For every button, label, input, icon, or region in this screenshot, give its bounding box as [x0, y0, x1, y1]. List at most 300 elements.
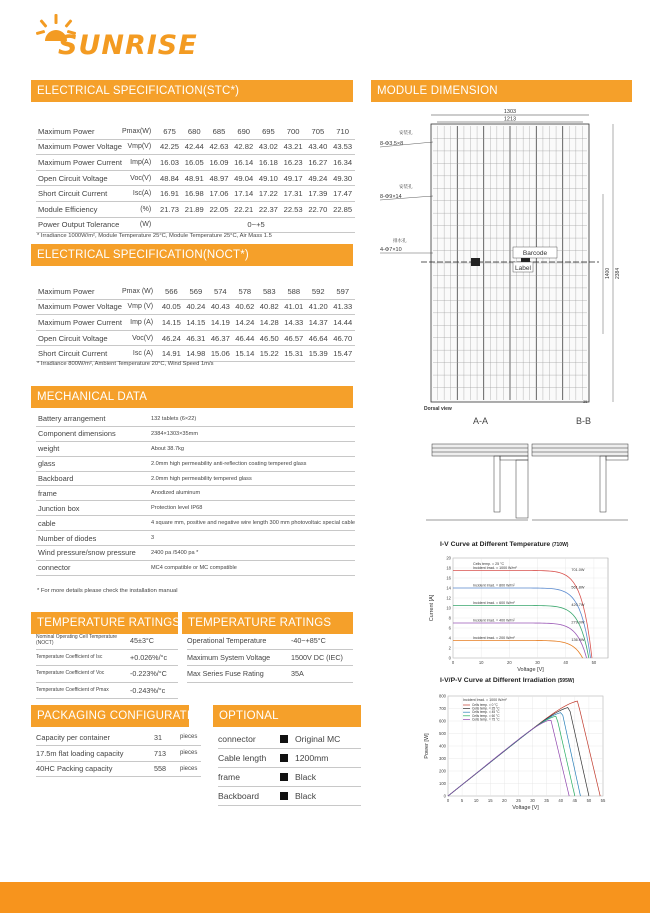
y-tick-label: 100 [439, 781, 446, 786]
black-square-icon [280, 735, 288, 743]
tolerance-row [36, 217, 355, 233]
mechanical-note: * For more details please check the installation manual [37, 588, 178, 594]
optional-swatch [280, 768, 295, 787]
module-dimension-drawing [371, 104, 633, 404]
temp-value: -0.243%/°c [130, 682, 178, 699]
spec-value: 14.91 [159, 346, 183, 362]
irradiance-label: Incident Irrad. = 200 W/m² [473, 636, 515, 640]
spec-unit: Vmp(V) [122, 139, 157, 155]
temp-label: Maximum System Voltage [187, 649, 291, 666]
pmax-label: 561.8W [571, 585, 585, 590]
y-tick-label: 300 [439, 756, 446, 761]
spec-unit: Imp(A) [122, 155, 157, 171]
spec-value: 16.91 [157, 186, 182, 202]
spec-value: 578 [233, 284, 257, 299]
temp-row [187, 649, 353, 666]
x-tick-label: 55 [600, 798, 606, 803]
mech-label: Battery arrangement [36, 412, 151, 426]
spec-value: 15.06 [208, 346, 232, 362]
temp-value: 1500V DC (IEC) [291, 649, 353, 666]
spec-value: 14.98 [184, 346, 208, 362]
dorsal-view-label: Dorsal view [424, 406, 452, 412]
spec-row [36, 330, 355, 346]
temp-row [187, 633, 353, 649]
temp-table-2 [187, 633, 353, 683]
stc-table [36, 124, 355, 233]
packaging-table [36, 730, 201, 777]
mech-label: Wind pressure/snow pressure [36, 546, 151, 561]
spec-value: 569 [184, 284, 208, 299]
y-tick-label: 4 [448, 635, 451, 641]
spec-value: 46.57 [282, 330, 306, 346]
spec-value: 16.05 [182, 155, 207, 171]
spec-value: 46.50 [257, 330, 281, 346]
spec-unit: Isc (A) [122, 346, 159, 362]
packaging-header: PACKAGING CONFIGURATION [31, 705, 189, 727]
spec-value: 16.34 [330, 155, 355, 171]
mech-row [36, 456, 355, 471]
spec-value: 588 [282, 284, 306, 299]
optional-row [218, 730, 361, 749]
mech-label: weight [36, 441, 151, 456]
x-tick-label: 10 [473, 798, 479, 803]
mech-row [36, 441, 355, 456]
packaging-row [36, 730, 201, 745]
spec-unit: Pmax(W) [122, 124, 157, 139]
spec-value: 15.22 [257, 346, 281, 362]
spec-value: 15.39 [306, 346, 330, 362]
x-tick-label: 40 [563, 660, 569, 665]
noct-header: ELECTRICAL SPECIFICATION(NOCT*) [31, 244, 353, 266]
spec-value: 14.33 [282, 315, 306, 331]
spec-value: 22.70 [305, 201, 330, 217]
spec-row [36, 346, 355, 362]
spec-value: 49.24 [305, 170, 330, 186]
spec-value: 40.05 [159, 299, 183, 315]
mech-row [36, 516, 355, 531]
y-tick-label: 800 [439, 693, 446, 699]
temp-value: 45±3°C [130, 633, 178, 649]
y-tick-label: 10 [446, 605, 451, 611]
spec-value: 0~+5 [157, 217, 355, 233]
spec-value: 16.09 [207, 155, 232, 171]
mech-label: frame [36, 486, 151, 501]
spec-value: 40.82 [257, 299, 281, 315]
mech-label: connector [36, 560, 151, 575]
y-tick-label: 500 [439, 731, 446, 736]
spec-value: 15.31 [282, 346, 306, 362]
ground-label: 8-Φ9×14 [380, 194, 402, 200]
spec-value: 16.98 [182, 186, 207, 202]
temp-row [36, 633, 178, 649]
mech-row [36, 486, 355, 501]
spec-value: 16.23 [281, 155, 306, 171]
mech-value: Anodized aluminum [151, 486, 355, 501]
spec-value: 14.24 [233, 315, 257, 331]
mech-value: 2384×1303×35mm [151, 426, 355, 441]
spec-value: 690 [231, 124, 256, 139]
optional-header: OPTIONAL [213, 705, 361, 727]
spec-label: Maximum Power Current [36, 315, 122, 331]
spec-row [36, 170, 355, 186]
x-tick-label: 20 [502, 798, 507, 803]
spec-value: 16.14 [231, 155, 256, 171]
packaging-label: 17.5m flat loading capacity [36, 745, 154, 761]
y-tick-label: 20 [446, 555, 451, 561]
optional-value: Black [295, 787, 361, 806]
irradiance-label: Incident Irrad. = 800 W/m² [473, 583, 515, 588]
spec-value: 46.37 [208, 330, 232, 346]
mechanical-table [36, 412, 355, 576]
spec-value: 592 [306, 284, 330, 299]
spec-value: 597 [331, 284, 356, 299]
x-tick-label: 50 [586, 798, 592, 803]
spec-value: 42.25 [157, 139, 182, 155]
spec-value: 14.28 [257, 315, 281, 331]
spec-value: 43.02 [256, 139, 281, 155]
optional-value: Black [295, 768, 361, 787]
irradiance-label: Incident Irrad. = 1000 W/m² [463, 698, 507, 702]
packaging-unit: pieces [180, 745, 201, 761]
temp-value: -40~+85°C [291, 633, 353, 649]
x-tick-label: 30 [535, 660, 540, 665]
spec-value: 48.97 [207, 170, 232, 186]
temp-value: 35A [291, 666, 353, 683]
mount-label-cn: 安装孔 [399, 130, 413, 135]
dim-top-outer: 1303 [503, 109, 517, 115]
spec-value: 46.44 [233, 330, 257, 346]
spec-label: Maximum Power [36, 124, 122, 139]
spec-value: 46.24 [159, 330, 183, 346]
optional-swatch [280, 787, 295, 806]
x-tick-label: 0 [451, 660, 455, 665]
spec-value: 15.14 [233, 346, 257, 362]
optional-value: Original MC [295, 730, 361, 749]
spec-value: 14.15 [159, 315, 183, 331]
packaging-row [36, 745, 201, 761]
spec-label: Maximum Power Voltage [36, 299, 122, 315]
optional-label: Backboard [218, 787, 280, 806]
mech-label: cable [36, 516, 151, 531]
spec-value: 22.21 [231, 201, 256, 217]
spec-value: 705 [305, 124, 330, 139]
footer-bar [0, 882, 650, 913]
spec-row [36, 186, 355, 202]
optional-row [218, 749, 361, 768]
mech-value: 2400 pa /5400 pa * [151, 546, 355, 561]
x-tick-label: 25 [516, 798, 521, 803]
optional-swatch [280, 749, 295, 768]
temp-label: Temperature Coefficient of Voc [36, 666, 130, 683]
drain-label: 4-Φ7×10 [380, 247, 402, 253]
packaging-value: 31 [154, 730, 180, 745]
dimension-header: MODULE DIMENSION [371, 80, 632, 102]
x-tick-label: 20 [507, 660, 512, 665]
pv-chart-title: I-V/P-V Curve at Different Irradiation (595W) [440, 677, 575, 684]
x-axis-label: Voltage [V] [512, 805, 539, 811]
spec-value: 22.05 [207, 201, 232, 217]
spec-value: 17.47 [330, 186, 355, 202]
legend-label: Cells temp. = 0 °C [472, 703, 498, 707]
spec-value: 41.33 [331, 299, 356, 315]
temp-row [36, 666, 178, 683]
y-tick-label: 6 [448, 625, 451, 631]
spec-unit: Isc(A) [122, 186, 157, 202]
spec-label: Maximum Power [36, 284, 122, 299]
temp-value: +0.026%/°c [130, 649, 178, 666]
spec-row [36, 139, 355, 155]
noct-note: * Irradiance 800W/m², Ambient Temperature 20°C, Wind Speed 1m/s [37, 361, 214, 367]
temp-row [187, 666, 353, 683]
x-tick-label: 15 [487, 798, 493, 803]
y-axis-label: Current [A] [429, 594, 435, 622]
packaging-label: Capacity per container [36, 730, 154, 745]
packaging-unit: pieces [180, 761, 201, 777]
mech-value: 132 tablets (6×22) [151, 412, 355, 426]
drain-label-cn: 排水孔 [393, 238, 407, 243]
spec-row [36, 299, 355, 315]
packaging-value: 713 [154, 745, 180, 761]
spec-value: 21.73 [157, 201, 182, 217]
x-tick-label: 40 [558, 798, 564, 803]
y-tick-label: 400 [439, 743, 446, 749]
spec-value: 583 [257, 284, 281, 299]
spec-unit: Pmax (W) [122, 284, 159, 299]
optional-row [218, 768, 361, 787]
pv-chart [420, 688, 620, 813]
spec-value: 46.64 [306, 330, 330, 346]
y-tick-label: 12 [446, 595, 451, 601]
optional-value: 1200mm [295, 749, 361, 768]
y-axis-label: Power [W] [424, 733, 430, 759]
spec-value: 49.17 [281, 170, 306, 186]
optional-label: connector [218, 730, 280, 749]
spec-value: 700 [281, 124, 306, 139]
mech-row [36, 546, 355, 561]
spec-value: 48.84 [157, 170, 182, 186]
x-tick-label: 0 [446, 798, 450, 803]
y-tick-label: 700 [439, 706, 446, 711]
mech-value: About 38.7kg [151, 441, 355, 456]
spec-unit: Voc(V) [122, 330, 159, 346]
spec-value: 16.18 [256, 155, 281, 171]
spec-label: Power Output Tolerance [36, 217, 122, 233]
spec-value: 14.19 [208, 315, 232, 331]
temp-row [36, 649, 178, 666]
spec-row [36, 124, 355, 139]
y-tick-label: 200 [439, 768, 446, 774]
temp-label: Operational Temperature [187, 633, 291, 649]
spec-row [36, 284, 355, 299]
spec-value: 42.82 [231, 139, 256, 155]
packaging-value: 558 [154, 761, 180, 777]
y-tick-label: 14 [446, 585, 451, 591]
spec-row [36, 315, 355, 331]
legend-label: Cells temp. = 25 °C [472, 706, 500, 711]
x-axis-label: Voltage [V] [517, 667, 544, 673]
packaging-unit: pieces [180, 730, 201, 745]
spec-label: Maximum Power Current [36, 155, 122, 171]
mech-row [36, 531, 355, 546]
iv-chart [425, 550, 620, 675]
brand-name: SUNRISE [58, 30, 198, 61]
spec-value: 14.44 [331, 315, 356, 331]
dim-side-b: 2384 [615, 267, 621, 279]
spec-value: 22.37 [256, 201, 281, 217]
mech-label: Junction box [36, 501, 151, 516]
spec-value: 22.85 [330, 201, 355, 217]
section-aa-label: A-A [473, 416, 489, 426]
optional-table [218, 730, 361, 806]
legend-label: Cells temp. = 75 °C [472, 717, 500, 722]
spec-unit: Voc(V) [122, 170, 157, 186]
optional-label: Cable length [218, 749, 280, 768]
spec-row [36, 201, 355, 217]
pmax-label: 420.7W [571, 603, 585, 607]
temp-row [36, 682, 178, 699]
spec-value: 43.40 [305, 139, 330, 155]
spec-value: 42.44 [182, 139, 207, 155]
label-tag: Label [515, 265, 531, 272]
spec-value: 17.06 [207, 186, 232, 202]
pmax-label: 279.0W [571, 620, 585, 625]
spec-value: 48.91 [182, 170, 207, 186]
x-tick-label: 5 [460, 798, 464, 803]
temp-value: -0.223%/°C [130, 666, 178, 683]
mount-label: 8-Φ3.5×8 [380, 141, 404, 147]
spec-value: 695 [256, 124, 281, 139]
spec-value: 43.53 [330, 139, 355, 155]
y-tick-label: 0 [448, 655, 451, 661]
spec-value: 40.43 [208, 299, 232, 315]
spec-value: 16.27 [305, 155, 330, 171]
mech-row [36, 426, 355, 441]
mech-value: 4 square mm, positive and negative wire length 300 mm photovoltaic special cable [151, 516, 355, 531]
stc-note: * Irradiance 1000W/m², Module Temperature 25°C, Module Temperature 25°C, Air Mass 1.5 [37, 233, 272, 239]
noct-table [36, 284, 355, 362]
mech-value: Protection level IP68 [151, 501, 355, 516]
black-square-icon [280, 792, 288, 800]
spec-value: 685 [207, 124, 232, 139]
optional-swatch [280, 730, 295, 749]
x-tick-label: 30 [530, 798, 535, 803]
mech-value: 2.0mm high permeability tempered glass [151, 471, 355, 486]
spec-value: 17.22 [256, 186, 281, 202]
spec-value: 15.47 [331, 346, 356, 362]
spec-label: Short Circuit Current [36, 346, 122, 362]
packaging-row [36, 761, 201, 777]
temp-table-1 [36, 633, 178, 699]
spec-value: 21.89 [182, 201, 207, 217]
spec-value: 41.01 [282, 299, 306, 315]
legend-label: Cells temp. = 60 °C [472, 713, 500, 718]
spec-value: 17.14 [231, 186, 256, 202]
spec-value: 46.70 [331, 330, 356, 346]
mech-value: 2.0mm high permeability anti-reflection coating tempered glass [151, 456, 355, 471]
spec-label: Short Circuit Current [36, 186, 122, 202]
pmax-label: 136.9W [571, 638, 585, 642]
mech-row [36, 560, 355, 575]
spec-value: 49.10 [256, 170, 281, 186]
mechanical-header: MECHANICAL DATA [31, 386, 353, 408]
y-tick-label: 2 [448, 645, 451, 651]
spec-value: 680 [182, 124, 207, 139]
mech-label: glass [36, 456, 151, 471]
spec-value: 22.53 [281, 201, 306, 217]
spec-unit: Imp (A) [122, 315, 159, 331]
spec-value: 17.31 [281, 186, 306, 202]
mech-row [36, 471, 355, 486]
x-tick-label: 50 [591, 660, 597, 665]
black-square-icon [280, 773, 288, 781]
mech-row [36, 501, 355, 516]
mech-label: Component dimensions [36, 426, 151, 441]
spec-value: 41.20 [306, 299, 330, 315]
spec-value: 46.31 [184, 330, 208, 346]
temp-label: Nominal Operating Cell Temperature (NOCT) [36, 633, 130, 649]
mech-label: Backboard [36, 471, 151, 486]
spec-label: Open Circuit Voltage [36, 330, 122, 346]
stc-header: ELECTRICAL SPECIFICATION(STC*) [31, 80, 353, 102]
spec-value: 14.15 [184, 315, 208, 331]
y-tick-label: 18 [446, 565, 451, 571]
temp-header-1: TEMPERATURE RATINGS [31, 612, 178, 634]
section-drawings [424, 440, 634, 530]
irradiance-label: Incident Irrad. = 400 W/m² [473, 618, 515, 623]
section-bb-label: B-B [576, 416, 592, 426]
optional-label: frame [218, 768, 280, 787]
optional-row [218, 787, 361, 806]
y-tick-label: 16 [446, 575, 451, 581]
mech-value: MC4 compatible or MC compatible [151, 560, 355, 575]
dim-top-inner: 1213 [503, 116, 517, 123]
spec-unit: (%) [122, 201, 157, 217]
x-tick-label: 10 [478, 660, 484, 665]
spec-value: 40.24 [184, 299, 208, 315]
barcode-label: Barcode [522, 250, 548, 257]
x-tick-label: 45 [572, 798, 578, 803]
spec-value: 16.03 [157, 155, 182, 171]
spec-row [36, 155, 355, 171]
packaging-label: 40HC Packing capacity [36, 761, 154, 777]
spec-value: 710 [330, 124, 355, 139]
y-tick-label: 8 [448, 615, 451, 621]
irradiance-label: Incident Irrad. = 600 W/m² [473, 601, 515, 605]
iv-chart-title: I-V Curve at Different Temperature (710W) [440, 541, 569, 548]
legend-label: Cells temp. = 45 °C [472, 710, 500, 715]
temp-header-2: TEMPERATURE RATINGS [182, 612, 353, 634]
temp-label: Temperature Coefficient of Pmax [36, 682, 130, 699]
temp-label: Max Series Fuse Rating [187, 666, 291, 683]
y-tick-label: 0 [443, 793, 446, 799]
spec-value: 43.21 [281, 139, 306, 155]
spec-unit: (W) [122, 217, 157, 233]
ground-label-cn: 安装孔 [399, 184, 413, 189]
dim-bottom: 35 [583, 399, 588, 404]
spec-value: 49.30 [330, 170, 355, 186]
mech-value: 3 [151, 531, 355, 546]
irradiance-label: Incident Irrad. = 1000 W/m² [473, 566, 517, 570]
dim-side-a: 1400 [605, 267, 611, 279]
spec-label: Maximum Power Voltage [36, 139, 122, 155]
spec-value: 40.62 [233, 299, 257, 315]
spec-value: 17.39 [305, 186, 330, 202]
spec-value: 14.37 [306, 315, 330, 331]
x-tick-label: 35 [544, 798, 549, 803]
spec-value: 49.04 [231, 170, 256, 186]
spec-label: Module Efficiency [36, 201, 122, 217]
spec-label: Open Circuit Voltage [36, 170, 122, 186]
